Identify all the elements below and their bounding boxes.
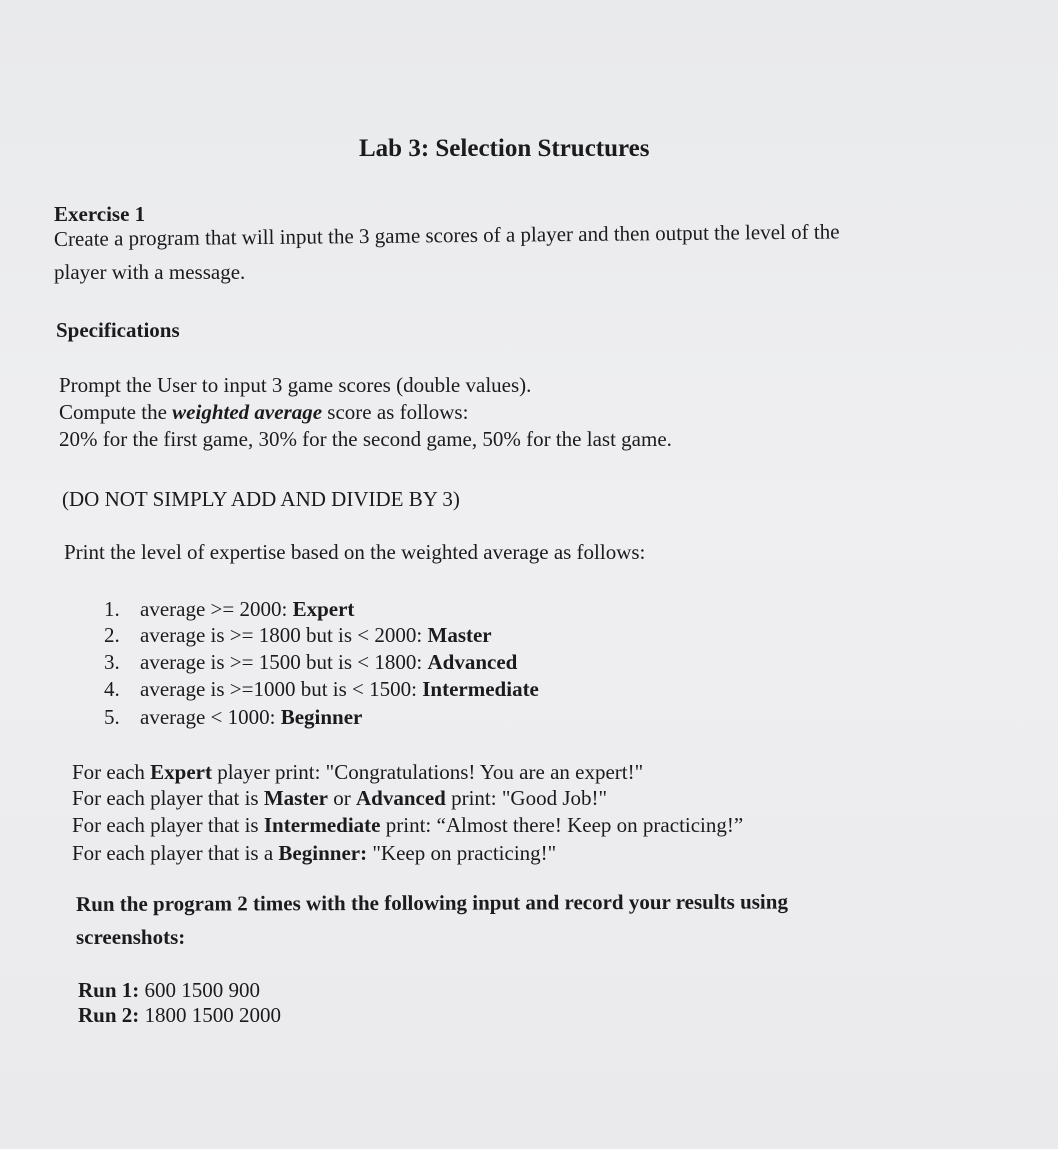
msg-text: print: "Good Job!"	[445, 786, 608, 810]
exercise-description-line-1: Create a program that will input the 3 game scores of a player and then output the level of the	[53, 219, 840, 251]
level-number: 4.	[104, 677, 120, 701]
levels-intro: Print the level of expertise based on the weighted average as follows:	[64, 540, 646, 564]
level-name: Intermediate	[422, 677, 539, 701]
level-condition: average < 1000:	[140, 705, 281, 729]
compute-pre: Compute the	[59, 400, 173, 424]
warning-note: (DO NOT SIMPLY ADD AND DIVIDE BY 3)	[62, 487, 460, 511]
msg-level: Beginner:	[278, 841, 368, 865]
level-name: Expert	[292, 597, 355, 621]
level-name: Beginner	[280, 705, 363, 729]
beginner-message	[72, 843, 556, 864]
msg-level: Master	[263, 786, 328, 810]
specifications-heading: Specifications	[56, 318, 180, 342]
intermediate-message	[72, 815, 743, 836]
level-item	[104, 599, 354, 620]
run-values: 1800 1500 2000	[139, 1003, 282, 1027]
level-number: 5.	[104, 705, 120, 729]
level-condition: average is >= 1500 but is < 1800:	[140, 650, 428, 674]
page-title: Lab 3: Selection Structures	[359, 135, 650, 162]
msg-text: For each player that is a	[72, 841, 279, 865]
level-condition: average is >= 1800 but is < 2000:	[140, 623, 428, 647]
msg-text: player print: "Congratulations! You are an expert!"	[211, 760, 644, 784]
compute-instruction	[59, 402, 468, 423]
msg-text: For each player that is	[72, 786, 264, 810]
msg-level: Expert	[150, 760, 212, 784]
msg-text: print: “Almost there! Keep on practicing!”	[380, 813, 744, 837]
run-label: Run 1:	[78, 978, 140, 1002]
run-instructions-line-1: Run the program 2 times with the following input and record your results using	[75, 889, 788, 916]
level-number: 2.	[104, 623, 120, 647]
master-advanced-message	[72, 788, 607, 809]
level-name: Master	[427, 623, 492, 647]
expert-message	[72, 762, 643, 783]
run-1	[78, 980, 260, 1001]
msg-text: For each player that is	[72, 813, 264, 837]
prompt-instruction: Prompt the User to input 3 game scores (double values).	[59, 373, 532, 397]
level-condition: average is >=1000 but is < 1500:	[140, 677, 423, 701]
msg-level: Intermediate	[263, 813, 381, 837]
run-label: Run 2:	[78, 1003, 140, 1027]
msg-level: Advanced	[356, 786, 446, 810]
level-number: 1.	[104, 597, 120, 621]
level-item	[104, 679, 539, 700]
run-values: 600 1500 900	[139, 978, 261, 1002]
msg-text: For each	[72, 760, 151, 784]
exercise-heading: Exercise 1	[54, 202, 146, 226]
weighted-average-term: weighted average	[172, 400, 323, 424]
exercise-description-line-2: player with a message.	[54, 260, 246, 284]
level-item	[104, 707, 362, 728]
level-condition: average >= 2000:	[140, 597, 293, 621]
level-name: Advanced	[427, 650, 518, 674]
level-item	[104, 652, 517, 673]
msg-text: "Keep on practicing!"	[367, 841, 557, 865]
level-item	[104, 625, 492, 646]
level-number: 3.	[104, 650, 120, 674]
run-instructions-line-2: screenshots:	[76, 925, 186, 949]
weights-instruction: 20% for the first game, 30% for the second game, 50% for the last game.	[59, 427, 672, 451]
compute-post: score as follows:	[322, 400, 469, 424]
msg-text: or	[328, 786, 356, 810]
run-2	[78, 1005, 281, 1026]
